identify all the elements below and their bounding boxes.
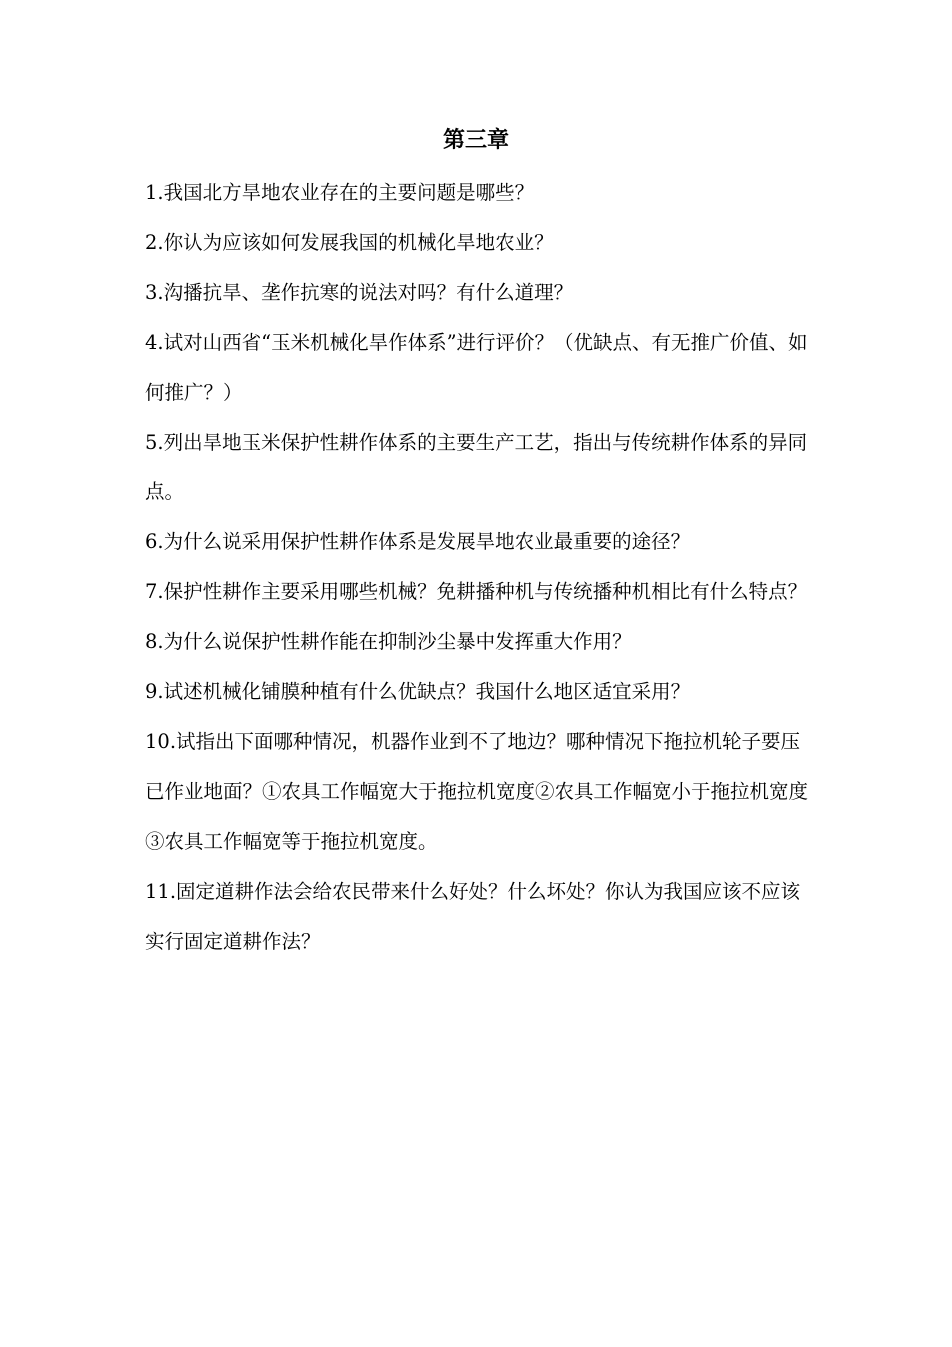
question-item: 3.沟播抗旱、垄作抗寒的说法对吗？有什么道理？ — [145, 280, 574, 304]
question-item: 10.试指出下面哪种情况，机器作业到不了地边？哪种情况下拖拉机轮子要压已作业地面？①农具工作幅宽大于拖拉机宽度②农具工作幅宽小于拖拉机宽度③农具工作幅宽等于拖拉机宽度。 — [145, 729, 809, 853]
question-list — [145, 168, 815, 967]
question-item: 1.我国北方旱地农业存在的主要问题是哪些？ — [145, 181, 535, 204]
question-item: 5.列出旱地玉米保护性耕作体系的主要生产工艺，指出与传统耕作体系的异同点。 — [145, 430, 808, 504]
question-item: 2.你认为应该如何发展我国的机械化旱地农业？ — [145, 230, 554, 254]
question-item: 8.为什么说保护性耕作能在抑制沙尘暴中发挥重大作用？ — [145, 630, 632, 654]
question-item: 6.为什么说采用保护性耕作体系是发展旱地农业最重要的途径？ — [145, 530, 691, 554]
question-item: 4.试对山西省“玉米机械化旱作体系”进行评价？（优缺点、有无推广价值、如何推广？） — [145, 330, 808, 404]
question-item: 9.试述机械化铺膜种植有什么优缺点？我国什么地区适宜采用？ — [145, 680, 691, 704]
question-item: 11.固定道耕作法会给农民带来什么好处？什么坏处？你认为我国应该不应该实行固定道耕作法？ — [145, 879, 801, 953]
chapter-title: 第三章 — [442, 128, 509, 153]
question-item: 7.保护性耕作主要采用哪些机械？免耕播种机与传统播种机相比有什么特点？ — [145, 580, 808, 604]
